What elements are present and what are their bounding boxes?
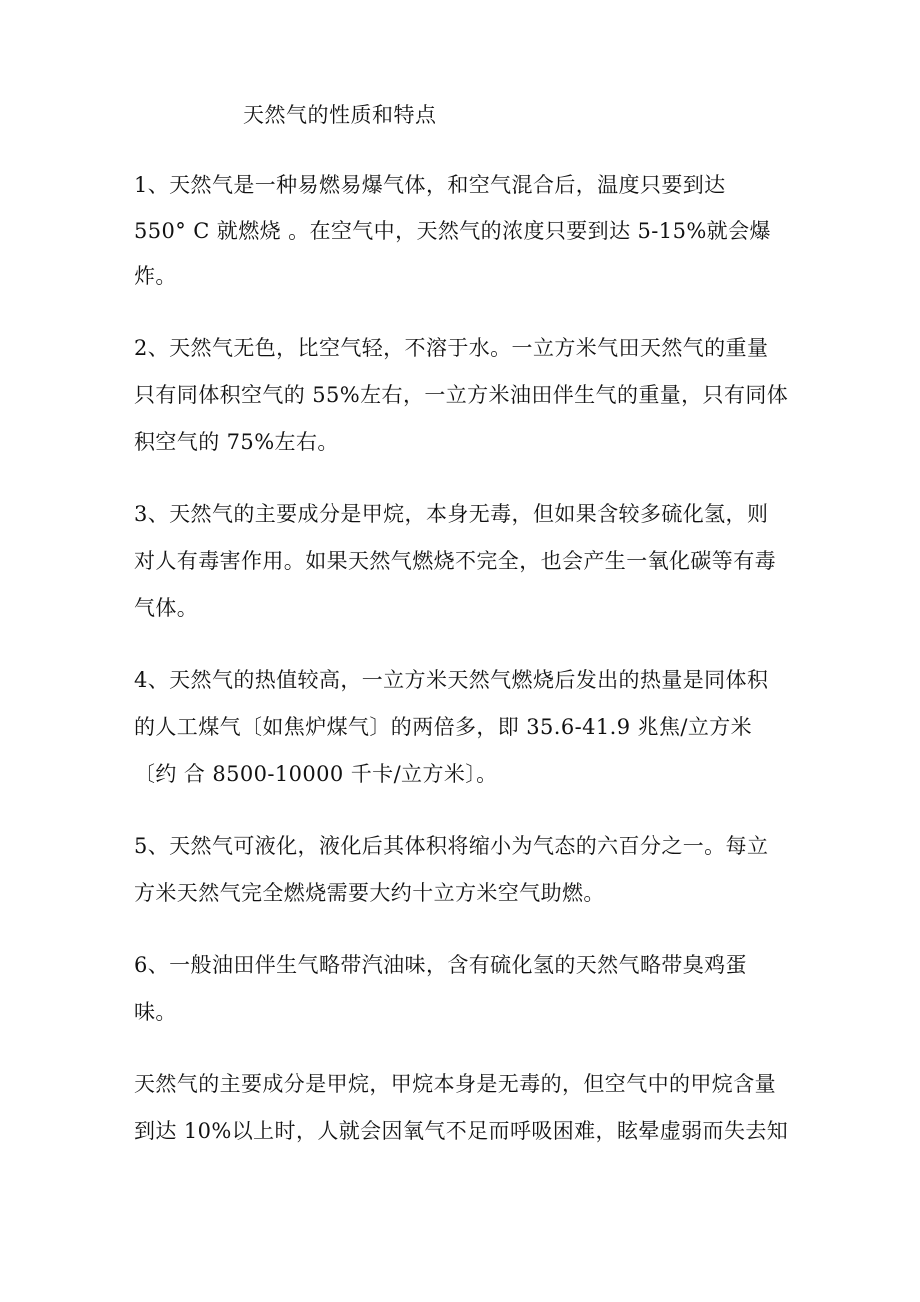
paragraph-6-line-2: 味。 (134, 1000, 177, 1024)
paragraph-3-line-2: 对人有毒害作用。如果天然气燃烧不完全，也会产生一氧化碳等有毒 (134, 549, 776, 573)
paragraph-1-line-3: 炸。 (134, 264, 177, 288)
paragraph-7-line-1: 天然气的主要成分是甲烷，甲烷本身是无毒的，但空气中的甲烷含量 (134, 1072, 776, 1096)
paragraph-3-line-3: 气体。 (134, 596, 199, 620)
paragraph-6-line-1: 6、一般油田伴生气略带汽油味，含有硫化氢的天然气略带臭鸡蛋 (134, 953, 747, 977)
paragraph-1-line-2: 550° C 就燃烧 。在空气中，天然气的浓度只要到达 5-15%就会爆 (134, 219, 771, 243)
paragraph-4-line-2: 的人工煤气〔如焦炉煤气〕的两倍多，即 35.6-41.9 兆焦/立方米 (134, 715, 753, 739)
paragraph-2-line-3: 积空气的 75%左右。 (134, 430, 339, 454)
paragraph-5-line-1: 5、天然气可液化，液化后其体积将缩小为气态的六百分之一。每立 (134, 834, 769, 858)
paragraph-2-line-1: 2、天然气无色，比空气轻，不溶于水。一立方米气田天然气的重量 (134, 336, 769, 360)
paragraph-7-line-2: 到达 10%以上时，人就会因氧气不足而呼吸困难，眩晕虚弱而失去知 (134, 1119, 789, 1143)
paragraph-4-line-3: 〔约 合 8500-10000 千卡/立方米〕。 (134, 762, 498, 786)
document-title: 天然气的性质和特点 (243, 103, 437, 127)
paragraph-5-line-2: 方米天然气完全燃烧需要大约十立方米空气助燃。 (134, 881, 605, 905)
paragraph-2-line-2: 只有同体积空气的 55%左右，一立方米油田伴生气的重量，只有同体 (134, 383, 789, 407)
paragraph-4-line-1: 4、天然气的热值较高，一立方米天然气燃烧后发出的热量是同体积 (134, 668, 769, 692)
paragraph-3-line-1: 3、天然气的主要成分是甲烷，本身无毒，但如果含较多硫化氢，则 (134, 502, 769, 526)
paragraph-1-line-1: 1、天然气是一种易燃易爆气体，和空气混合后，温度只要到达 (134, 173, 726, 197)
